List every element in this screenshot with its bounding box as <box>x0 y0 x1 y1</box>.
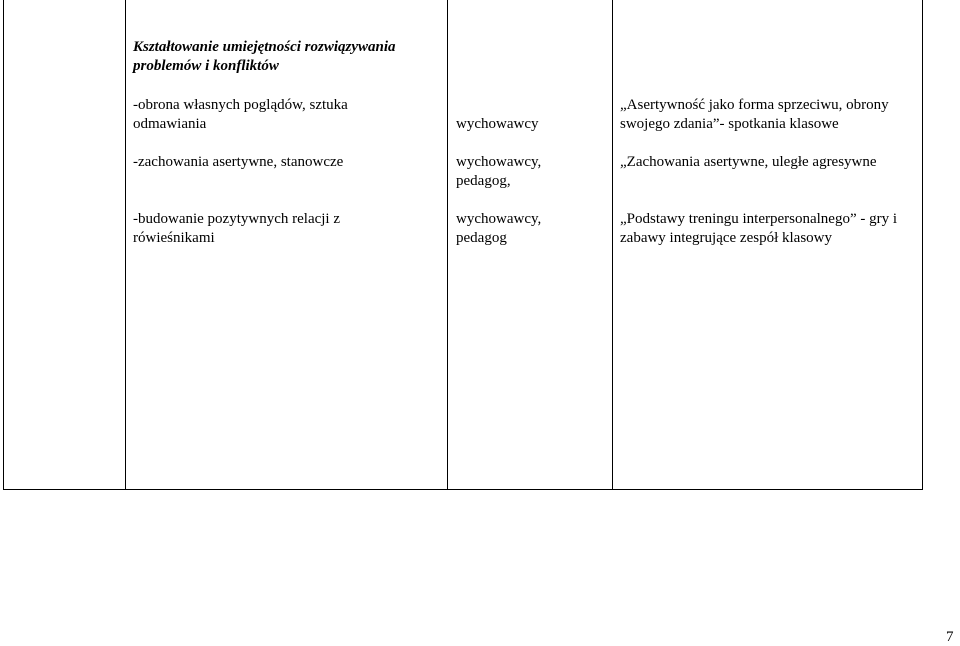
task-cell: -obrona własnych poglądów, sztuka odmawiania <box>133 97 348 132</box>
responsible-cell: wychowawcy <box>456 116 539 132</box>
column-divider <box>125 0 126 490</box>
responsible-cell: wychowawcy, pedagog <box>456 211 542 246</box>
responsible-cell: wychowawcy, pedagog, <box>456 154 542 189</box>
method-cell: „Podstawy treningu interpersonalnego” - gry i zabawy integrujące zespół klasowy <box>620 211 898 246</box>
method-cell: „Zachowania asertywne, uległe agresywne <box>620 154 877 170</box>
column-divider <box>612 0 613 490</box>
column-divider <box>447 0 448 490</box>
task-cell: -zachowania asertywne, stanowcze <box>133 154 344 170</box>
page-number: 7 <box>946 629 954 645</box>
method-cell: „Asertywność jako forma sprzeciwu, obrony swojego zdania”- spotkania klasowe <box>620 97 889 132</box>
section-heading: Kształtowanie umiejętności rozwiązywania problemów i konfliktów <box>133 39 396 74</box>
task-cell: -budowanie pozytywnych relacji z rówieśnikami <box>133 211 341 246</box>
